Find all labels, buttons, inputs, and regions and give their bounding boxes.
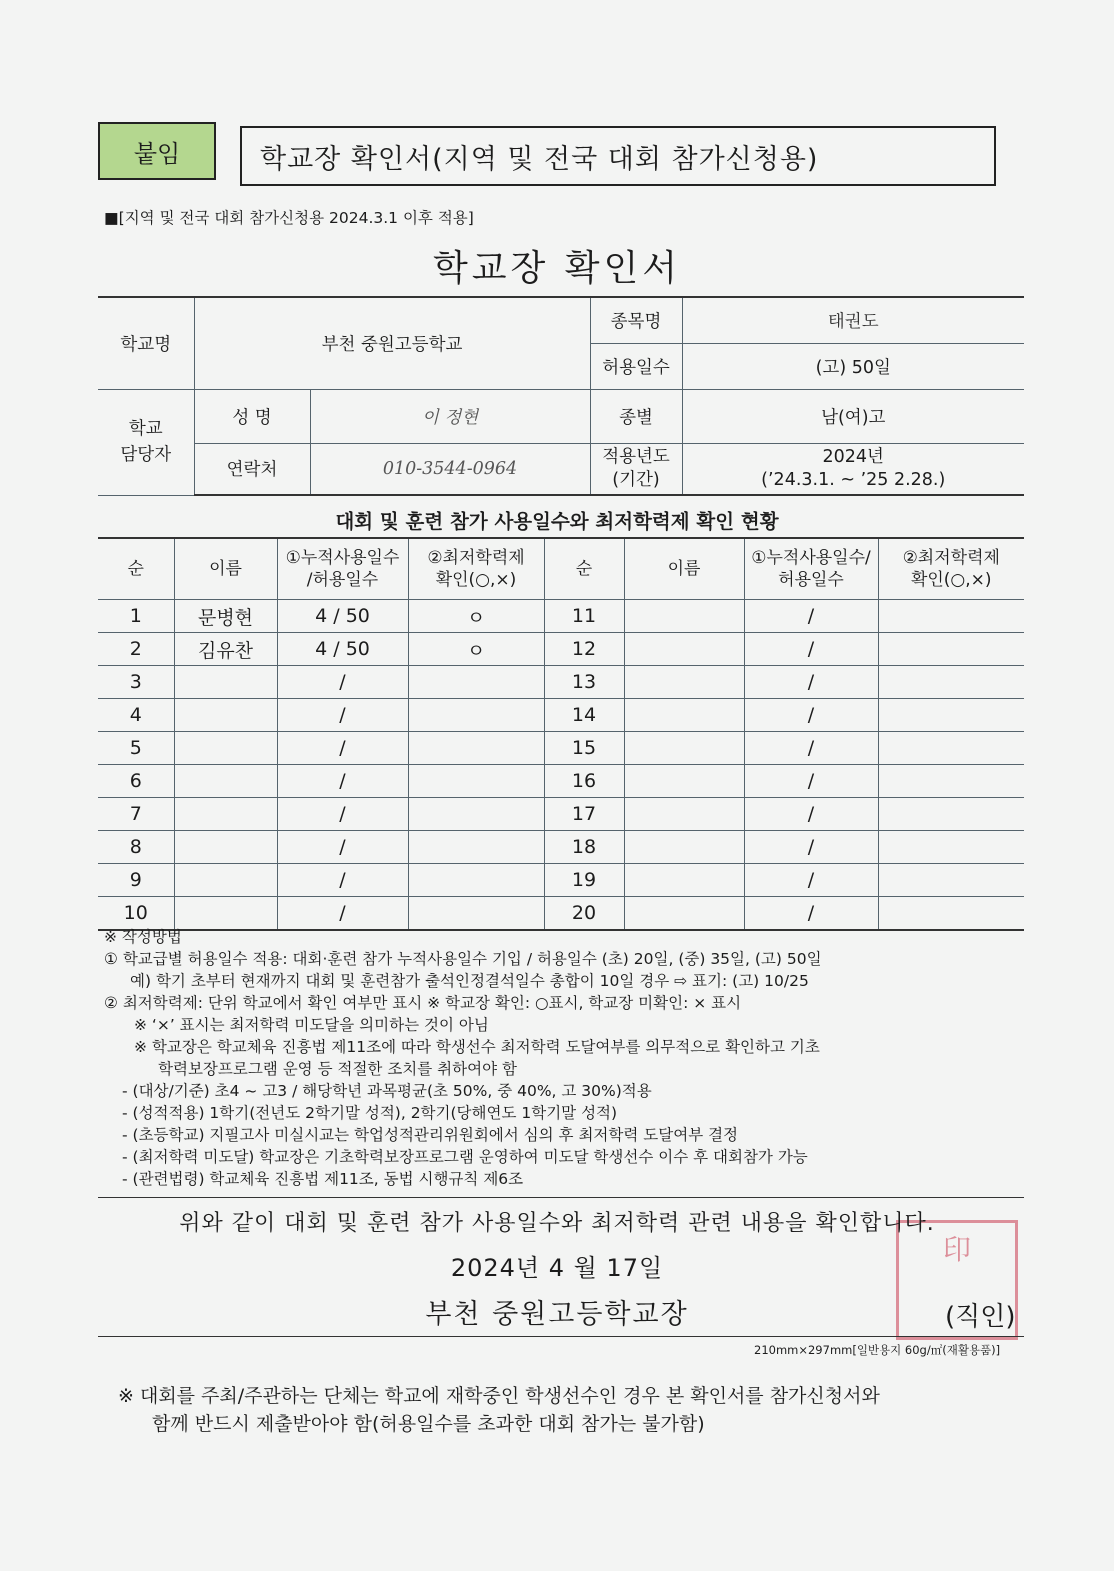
- name-value: 이 정현: [310, 389, 590, 443]
- row-no-right: 12: [544, 633, 624, 666]
- row-name-right: [624, 897, 744, 931]
- row-name-left: [174, 666, 277, 699]
- school-label: 학교명: [98, 297, 194, 389]
- bullet-1: - (대상/기준) 초4 ~ 고3 / 해당학년 과목평균(초 50%, 중 40%, 고 30%)적용: [122, 1082, 652, 1100]
- row-academic-left: [408, 798, 544, 831]
- row-academic-right: [878, 600, 1024, 633]
- row-days-right: /: [744, 798, 878, 831]
- bullet-4: - (최저학력 미도달) 학교장은 기초학력보장프로그램 운영하여 미도달 학생선수 이수 후 대회참가 가능: [122, 1148, 808, 1166]
- table-row: [98, 600, 1024, 633]
- header-academic-left: ②최저학력제 확인(○,×): [408, 538, 544, 600]
- contact-label: 연락처: [194, 443, 310, 495]
- bullet-3: - (초등학교) 지필고사 미실시교는 학업성적관리위원회에서 심의 후 최저학력 도달여부 결정: [122, 1126, 739, 1144]
- row-name-right: [624, 765, 744, 798]
- header-no-left: 순: [98, 538, 174, 600]
- row-no-right: 15: [544, 732, 624, 765]
- row-name-left: [174, 798, 277, 831]
- note-2: ② 최저학력제: 단위 학교에서 확인 여부만 표시 ※ 학교장 확인: ○표시, 학교장 미확인: × 표시: [104, 994, 742, 1012]
- row-days-right: /: [744, 765, 878, 798]
- seal-label: (직인): [945, 1302, 1016, 1332]
- row-academic-left: [408, 831, 544, 864]
- row-academic-left: [408, 699, 544, 732]
- row-no-left: 6: [98, 765, 174, 798]
- table-row: [98, 765, 1024, 798]
- row-days-right: /: [744, 864, 878, 897]
- info-table: [98, 296, 1024, 496]
- row-days-left: /: [277, 897, 408, 931]
- allowed-days-value: (고) 50일: [682, 343, 1024, 389]
- issue-date: 2024년 4 월 17일: [450, 1254, 664, 1282]
- header-days-right: ①누적사용일수/ 허용일수: [744, 538, 878, 600]
- row-name-right: [624, 633, 744, 666]
- row-days-left: /: [277, 699, 408, 732]
- row-academic-right: [878, 666, 1024, 699]
- divider-top: [98, 1197, 1024, 1198]
- row-academic-right: [878, 732, 1024, 765]
- header-no-right: 순: [544, 538, 624, 600]
- notes-section: [104, 926, 1024, 1190]
- notes-heading: ※ 작성방법: [104, 928, 182, 946]
- table-row: [98, 864, 1024, 897]
- row-days-left: 4 / 50: [277, 633, 408, 666]
- row-days-left: /: [277, 732, 408, 765]
- year-cell: [682, 443, 1024, 495]
- bullet-5: - (관련법령) 학교체육 진흥법 제11조, 동법 시행규칙 제6조: [122, 1170, 524, 1188]
- row-no-left: 2: [98, 633, 174, 666]
- row-no-left: 3: [98, 666, 174, 699]
- row-name-right: [624, 732, 744, 765]
- table-row: [98, 897, 1024, 931]
- row-days-right: /: [744, 897, 878, 931]
- row-name-right: [624, 798, 744, 831]
- header-academic-right: ②최저학력제 확인(○,×): [878, 538, 1024, 600]
- row-academic-right: [878, 699, 1024, 732]
- row-academic-left: [408, 666, 544, 699]
- row-name-left: 문병현: [174, 600, 277, 633]
- header-days-left: ①누적사용일수 /허용일수: [277, 538, 408, 600]
- sport-value: 태권도: [682, 297, 1024, 343]
- row-no-right: 20: [544, 897, 624, 931]
- row-name-right: [624, 600, 744, 633]
- table-row: [98, 633, 1024, 666]
- row-name-left: [174, 699, 277, 732]
- row-no-right: 18: [544, 831, 624, 864]
- row-no-left: 10: [98, 897, 174, 931]
- paper-spec: 210mm×297mm[일반용지 60g/㎡(재활용품)]: [754, 1343, 1001, 1357]
- row-no-right: 16: [544, 765, 624, 798]
- row-days-right: /: [744, 732, 878, 765]
- row-no-left: 4: [98, 699, 174, 732]
- form-title: 학교장 확인서(지역 및 전국 대회 참가신청용): [240, 126, 996, 186]
- row-days-left: /: [277, 798, 408, 831]
- row-name-left: [174, 897, 277, 931]
- row-no-left: 8: [98, 831, 174, 864]
- row-no-right: 13: [544, 666, 624, 699]
- row-days-right: /: [744, 633, 878, 666]
- form-subtitle: ■[지역 및 전국 대회 참가신청용 2024.3.1 이후 적용]: [104, 209, 474, 227]
- period-value: (’24.3.1. ~ ’25 2.28.): [761, 469, 946, 490]
- section-title: 대회 및 훈련 참가 사용일수와 최저학력제 확인 현황: [335, 510, 779, 533]
- school-value: 부천 중원고등학교: [194, 297, 590, 389]
- row-academic-left: ㅇ: [408, 633, 544, 666]
- note-2-b: ※ 학교장은 학교체육 진흥법 제11조에 따라 학생선수 최저학력 도달여부를 의무적으로 확인하고 기초: [134, 1038, 820, 1056]
- row-academic-right: [878, 831, 1024, 864]
- document-title: 학교장 확인서: [432, 248, 682, 289]
- type-value: 남(여)고: [682, 389, 1024, 443]
- bullet-2: - (성적적용) 1학기(전년도 2학기말 성적), 2학기(당해연도 1학기말 성적): [122, 1104, 618, 1122]
- row-days-right: /: [744, 600, 878, 633]
- row-no-right: 17: [544, 798, 624, 831]
- note-2-a: ※ ‘×’ 표시는 최저학력 미도달을 의미하는 것이 아님: [134, 1016, 489, 1034]
- row-academic-right: [878, 798, 1024, 831]
- table-row: [98, 831, 1024, 864]
- row-no-right: 19: [544, 864, 624, 897]
- row-days-left: /: [277, 765, 408, 798]
- row-days-right: /: [744, 831, 878, 864]
- row-no-right: 11: [544, 600, 624, 633]
- attachment-label: 붙임: [98, 122, 216, 180]
- row-no-left: 7: [98, 798, 174, 831]
- row-days-left: /: [277, 864, 408, 897]
- year-value: 2024년: [822, 447, 884, 467]
- row-academic-left: ㅇ: [408, 600, 544, 633]
- row-days-right: /: [744, 699, 878, 732]
- type-label: 종별: [590, 389, 682, 443]
- row-days-right: /: [744, 666, 878, 699]
- row-academic-left: [408, 732, 544, 765]
- divider-bottom: [98, 1336, 1024, 1337]
- note-1-example: 예) 학기 초부터 현재까지 대회 및 훈련참가 출석인정결석일수 총합이 10일 경우 ⇨ 표기: (고) 10/25: [130, 972, 809, 990]
- row-name-right: [624, 666, 744, 699]
- table-row: [98, 666, 1024, 699]
- row-no-left: 1: [98, 600, 174, 633]
- contact-person-label: 학교 담당자: [98, 389, 194, 495]
- roster-table: [98, 537, 1024, 931]
- row-name-right: [624, 699, 744, 732]
- note-1: ① 학교급별 허용일수 적용: 대회·훈련 참가 누적사용일수 기입 / 허용일수 (초) 20일, (중) 35일, (고) 50일: [104, 950, 822, 968]
- year-label: 적용년도 (기간): [590, 443, 682, 495]
- table-row: [98, 798, 1024, 831]
- table-row: [98, 732, 1024, 765]
- note-2-b2: 학력보장프로그램 운영 등 적절한 조치를 취하여야 함: [158, 1060, 517, 1078]
- row-name-left: [174, 732, 277, 765]
- row-name-left: [174, 831, 277, 864]
- row-name-left: [174, 864, 277, 897]
- row-name-left: 김유찬: [174, 633, 277, 666]
- name-label: 성 명: [194, 389, 310, 443]
- row-name-right: [624, 831, 744, 864]
- official-seal: 印: [896, 1220, 1018, 1340]
- row-days-left: /: [277, 831, 408, 864]
- row-academic-left: [408, 765, 544, 798]
- footnote-line-1: ※ 대회를 주최/주관하는 단체는 학교에 재학중인 학생선수인 경우 본 확인서를 참가신청서와: [118, 1385, 880, 1407]
- row-days-left: /: [277, 666, 408, 699]
- row-no-left: 5: [98, 732, 174, 765]
- footnote-line-2: 함께 반드시 제출받아야 함(허용일수를 초과한 대회 참가는 불가함): [152, 1413, 705, 1435]
- confirmation-text: 위와 같이 대회 및 훈련 참가 사용일수와 최저학력 관련 내용을 확인합니다.: [179, 1211, 935, 1236]
- row-academic-left: [408, 897, 544, 931]
- row-academic-left: [408, 864, 544, 897]
- row-days-left: 4 / 50: [277, 600, 408, 633]
- header-name-right: 이름: [624, 538, 744, 600]
- row-academic-right: [878, 864, 1024, 897]
- footnote: [118, 1382, 880, 1438]
- row-no-left: 9: [98, 864, 174, 897]
- principal-name: 부천 중원고등학교장: [425, 1299, 689, 1330]
- header-name-left: 이름: [174, 538, 277, 600]
- row-academic-right: [878, 897, 1024, 931]
- table-row: [98, 699, 1024, 732]
- row-no-right: 14: [544, 699, 624, 732]
- row-name-left: [174, 765, 277, 798]
- row-name-right: [624, 864, 744, 897]
- allowed-days-label: 허용일수: [590, 343, 682, 389]
- sport-label: 종목명: [590, 297, 682, 343]
- contact-value: 010-3544-0964: [310, 443, 590, 495]
- row-academic-right: [878, 633, 1024, 666]
- row-academic-right: [878, 765, 1024, 798]
